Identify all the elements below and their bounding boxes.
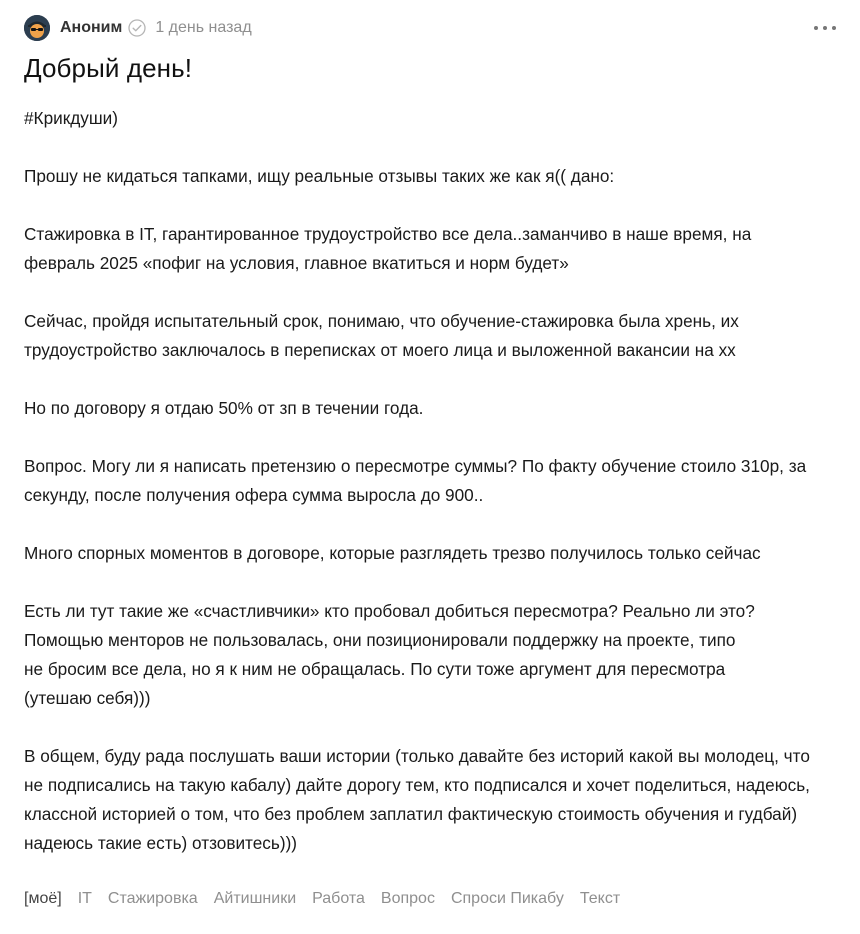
paragraph-hashtag: #Крикдуши)	[24, 108, 118, 128]
paragraph: Стажировка в IT, гарантированное трудоустройство все дела..заманчиво в наше время, на февраль 2025 «пофиг на условия, главное вкатиться и норм будет»	[24, 224, 752, 273]
tag-mine[interactable]: [моё]	[24, 890, 62, 907]
paragraph: Сейчас, пройдя испытательный срок, понимаю, что обучение-стажировка была хрень, их трудоустройство заключалось в переписках от моего лица и выложенной вакансии на хх	[24, 311, 739, 360]
tag-internship[interactable]: Стажировка	[107, 890, 198, 907]
tag-list	[24, 890, 636, 908]
post-time[interactable]: 1 день назад	[155, 19, 252, 36]
tag-work[interactable]: Работа	[312, 890, 365, 907]
paragraph: Но по договору я отдаю 50% от зп в течении года.	[24, 398, 424, 418]
post-content	[24, 104, 836, 887]
tag-question[interactable]: Вопрос	[380, 890, 435, 907]
paragraph: Вопрос. Могу ли я написать претензию о пересмотре суммы? По факту обучение стоило 310р, за секунду, после получения офера сумма выросла до 900..	[24, 456, 807, 505]
paragraph: Прошу не кидаться тапками, ищу реальные отзывы таких же как я(( дано:	[24, 166, 615, 186]
tag-text[interactable]: Текст	[579, 890, 621, 907]
paragraph: В общем, буду рада послушать ваши истории (только давайте без историй какой вы молодец, что не подписались на такую кабалу) дайте дорогу тем, кто подписался и хочет поделиться, надеюсь, классной историей о том, что без проблем заплатил фактическую стоимость обучения и гудбай) надеюсь такие есть) отзовитесь)))	[24, 746, 810, 853]
post-title[interactable]: Добрый день!	[24, 53, 193, 83]
author-name[interactable]: Аноним	[60, 19, 123, 36]
tag-itshniki[interactable]: Айтишники	[213, 890, 297, 907]
verified-check-icon	[128, 19, 146, 37]
tag-ask-pikabu[interactable]: Спроси Пикабу	[450, 890, 564, 907]
tag-it[interactable]: IT	[77, 890, 92, 907]
anonymous-avatar-icon[interactable]	[24, 15, 50, 41]
more-dots-icon[interactable]	[814, 18, 836, 38]
paragraph: Много спорных моментов в договоре, которые разглядеть трезво получилось только сейчас	[24, 543, 761, 563]
post-header	[24, 14, 836, 42]
paragraph: Есть ли тут такие же «счастливчики» кто пробовал добиться пересмотра? Реально ли это? Помощью менторов не пользовалась, они позиционировали поддержку на проекте, типо не бросим все дела, но я к ним не обращалась. По сути тоже аргумент для пересмотра (утешаю себя)))	[24, 601, 755, 708]
